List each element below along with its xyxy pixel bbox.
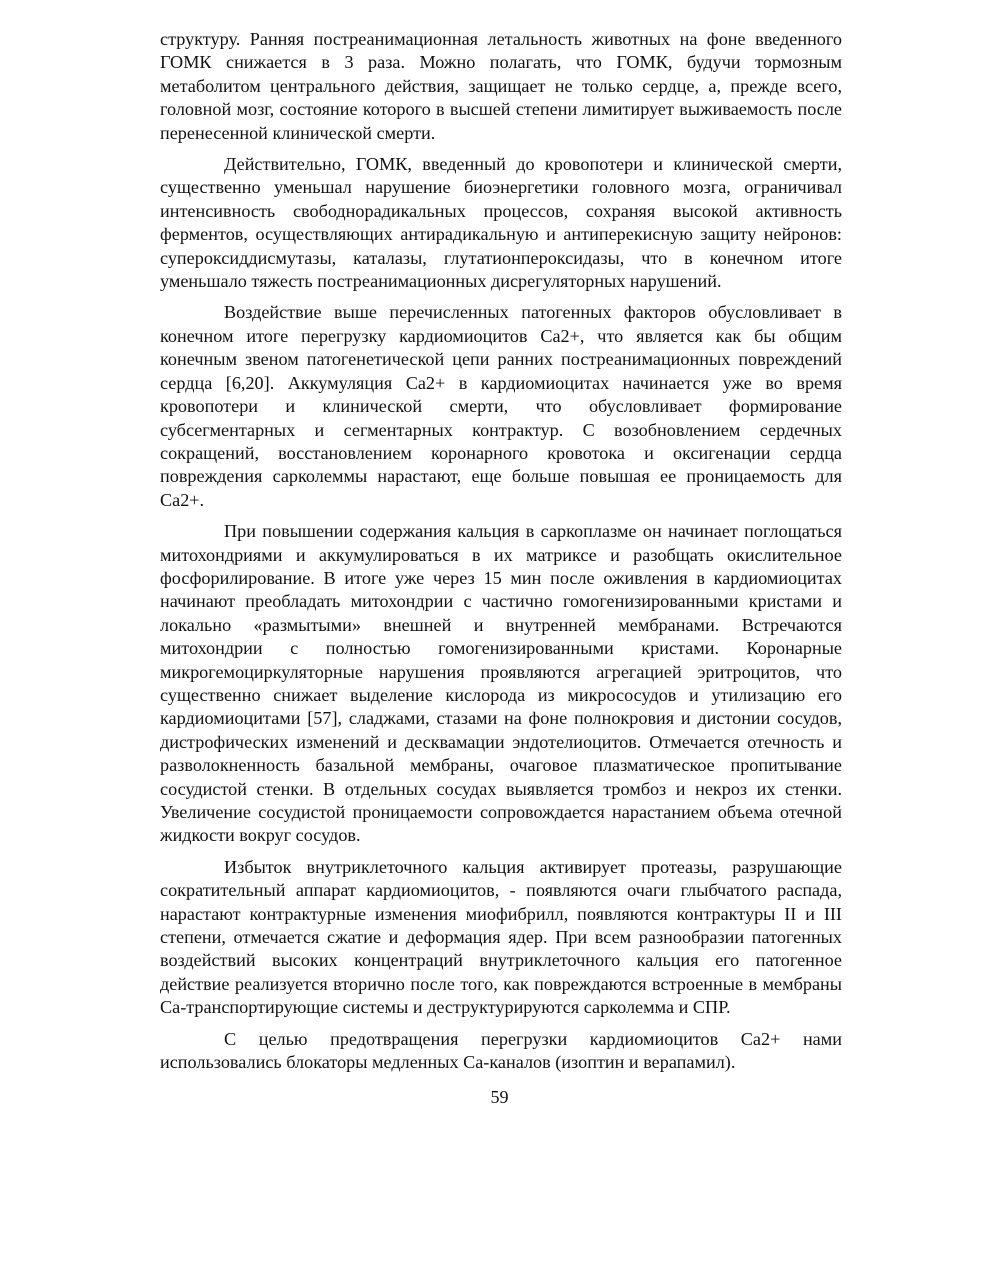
page-body	[160, 28, 842, 1082]
paragraph-3: Воздействие выше перечисленных патогенных факторов обусловливает в конечном итоге перегрузку кардиомиоцитов Са2+, что является как бы общим конечным звеном патогенетической цепи ранних постреанимационных повреждений сердца [6,20]. Аккумуляция Са2+ в кардиомиоцитах начинается уже во время кровопотери и клинической смерти, что обусловливает формирование субсегментарных и сегментарных контрактур. С возобновлением сердечных сокращений, восстановлением коронарного кровотока и оксигенации сердца повреждения сарколеммы нарастают, еще больше повышая ее проницаемость для Са2+.	[160, 302, 842, 510]
paragraph-5: Избыток внутриклеточного кальция активирует протеазы, разрушающие сократительный аппарат кардиомиоцитов, - появляются очаги глыбчатого распада, нарастают контрактурные изменения миофибрилл, появляются контрактуры II и III степени, отмечается сжатие и деформация ядер. При всем разнообразии патогенных воздействий высоких концентраций внутриклеточного кальция его патогенное действие реализуется вторично после того, как повреждаются встроенные в мембраны Са-транспортирующие системы и деструктурируются сарколемма и СПР.	[160, 856, 842, 1018]
page-number: 59	[490, 1087, 509, 1107]
paragraph-4: При повышении содержания кальция в саркоплазме он начинает поглощаться митохондриями и аккумулироваться в их матриксе и разобщать окислительное фосфорилирование. В итоге уже через 15 мин после оживления в кардиомиоцитах начинают преобладать митохондрии с частично гомогенизированными кристами и локально «размытыми» внешней и внутренней мембранами. Встречаются митохондрии с полностью гомогенизированными кристами. Коронарные микрогемоциркуляторные нарушения проявляются агрегацией эритроцитов, что существенно снижает выделение кислорода из микрососудов и утилизацию его кардиомиоцитами [57], сладжами, стазами на фоне полнокровия и дистонии сосудов, дистрофических изменений и десквамации эндотелиоцитов. Отмечается отечность и разволокненность базальной мембраны, очаговое плазматическое пропитывание сосудистой стенки. В отдельных сосудах выявляется тромбоз и некроз их стенки. Увеличение сосудистой проницаемости сопровождается нарастанием объема отечной жидкости вокруг сосудов.	[160, 521, 842, 846]
paragraph-1: структуру. Ранняя постреанимационная летальность животных на фоне введенного ГОМК снижается в 3 раза. Можно полагать, что ГОМК, будучи тормозным метаболитом центрального действия, защищает не только сердце, а, прежде всего, головной мозг, состояние которого в высшей степени лимитирует выживаемость после перенесенной клинической смерти.	[160, 29, 842, 143]
paragraph-6: С целью предотвращения перегрузки кардиомиоцитов Са2+ нами использовались блокаторы медленных Са-каналов (изоптин и верапамил).	[160, 1028, 842, 1073]
paragraph-2: Действительно, ГОМК, введенный до кровопотери и клинической смерти, существенно уменьшал нарушение биоэнергетики головного мозга, ограничивал интенсивность свободнорадикальных процессов, сохраняя высокой активность ферментов, осуществляющих антирадикальную и антиперекисную защиту нейронов: супероксиддисмутазы, каталазы, глутатионпероксидазы, что в конечном итоге уменьшало тяжесть постреанимационных дисрегуляторных нарушений.	[160, 154, 842, 292]
